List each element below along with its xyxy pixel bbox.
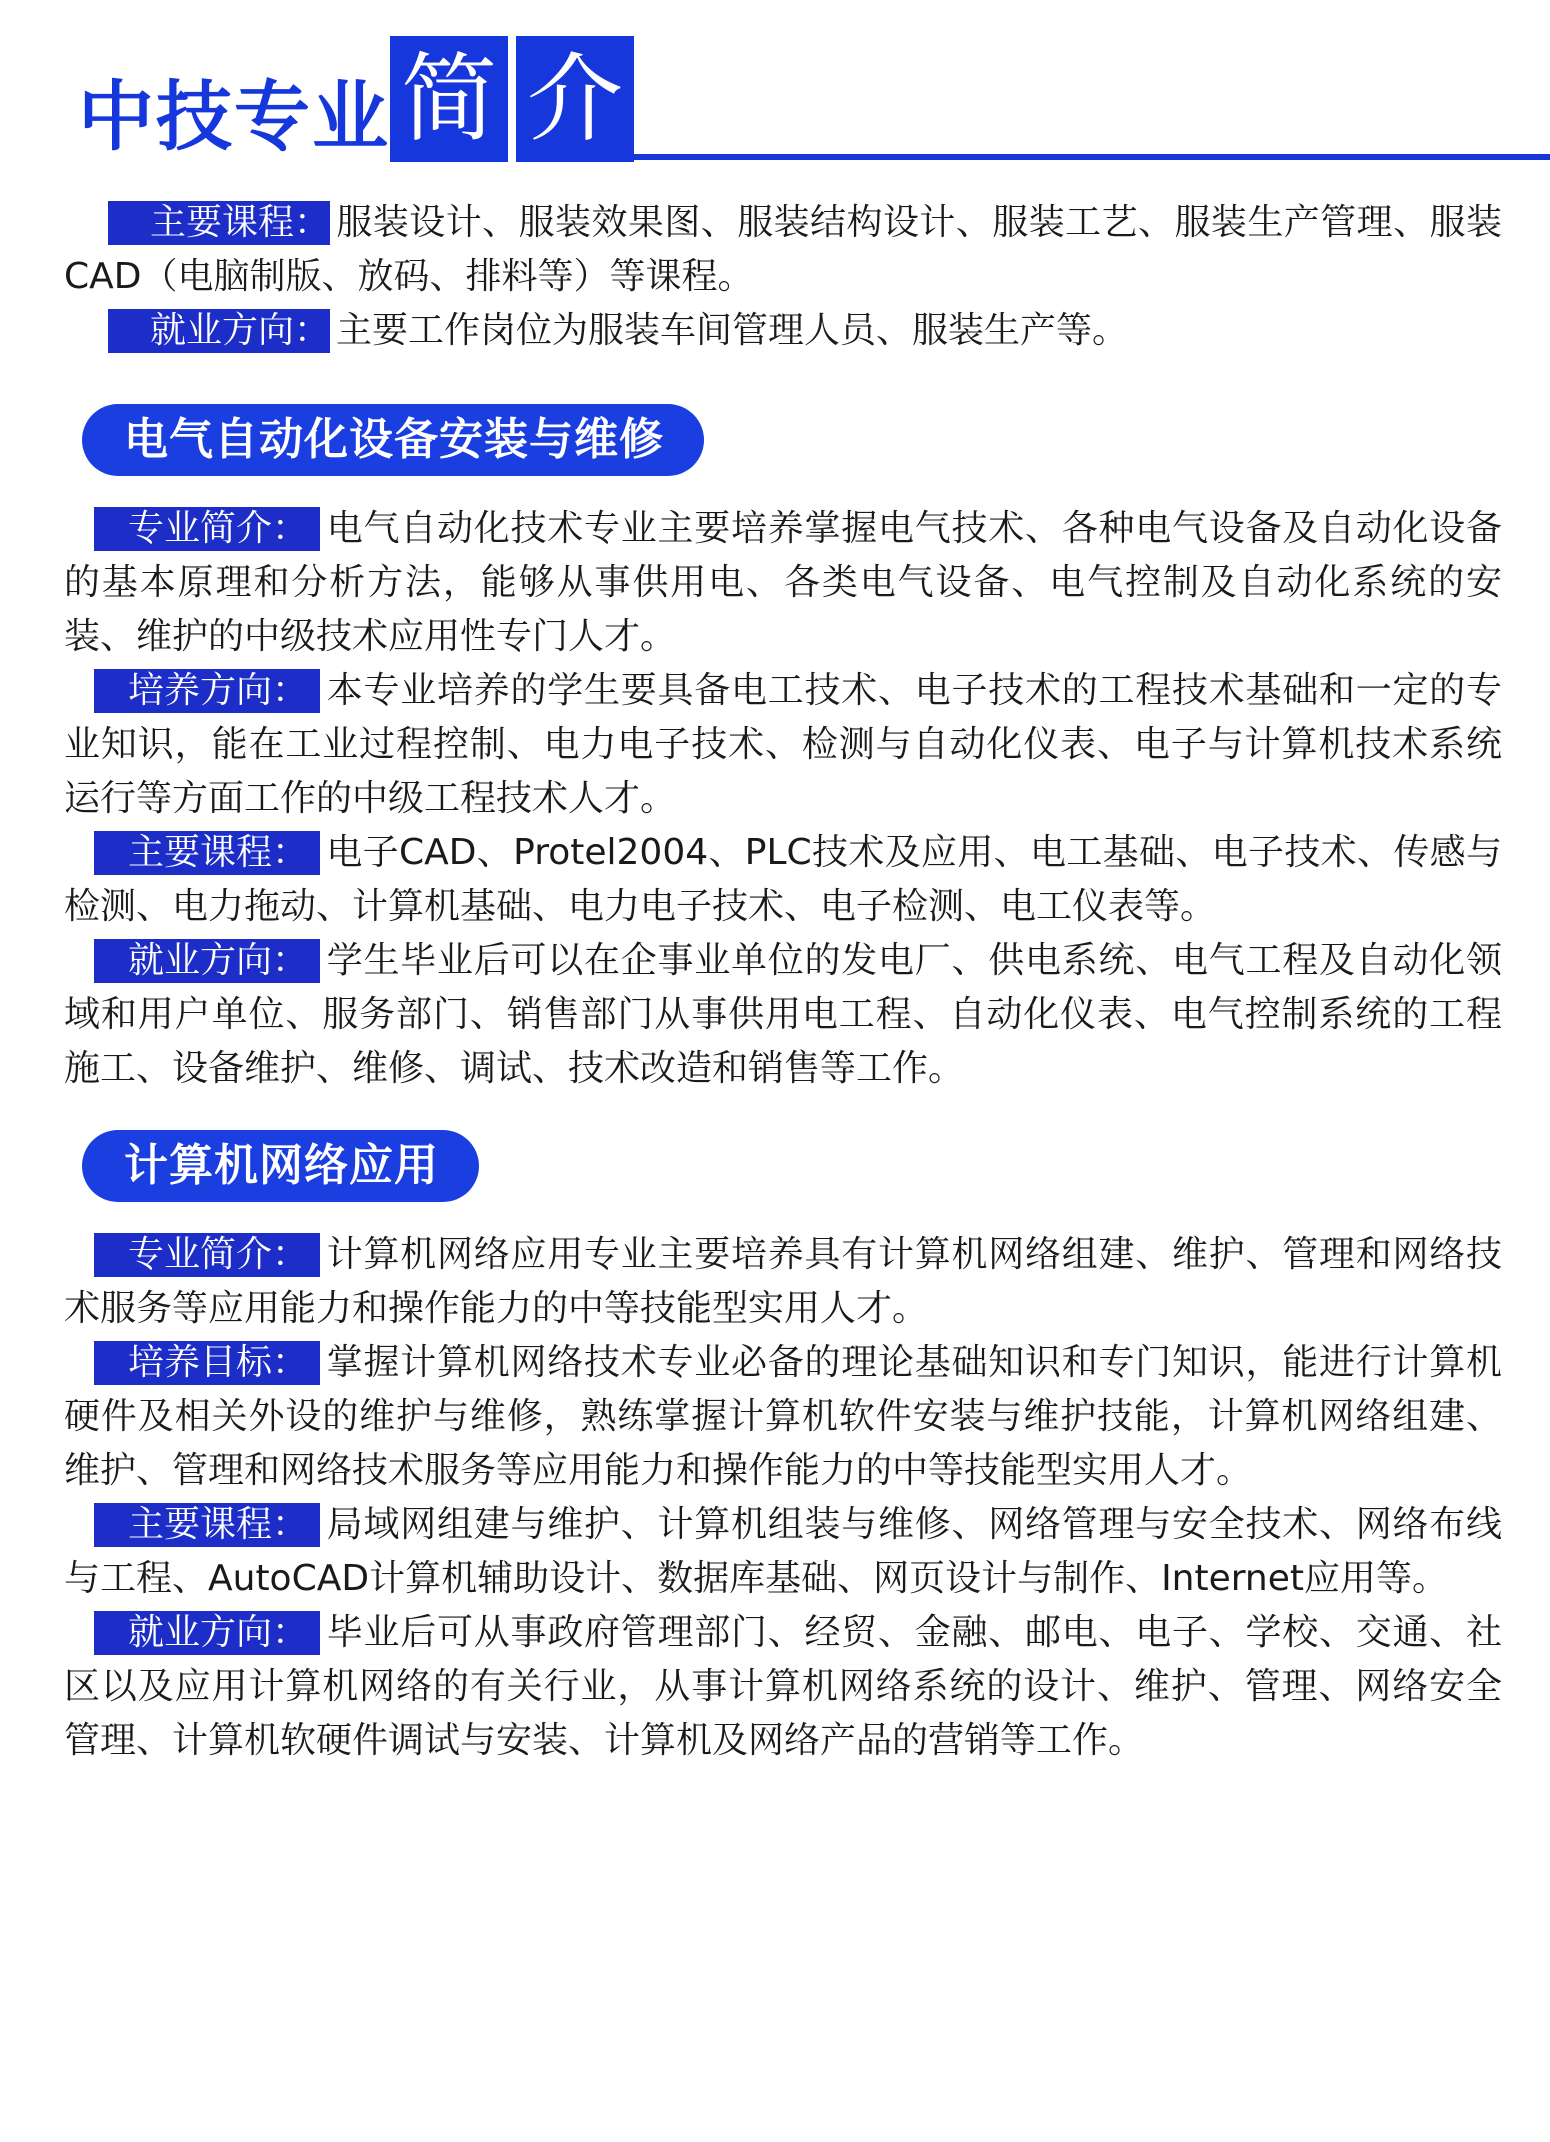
intro-courses [64,196,1502,304]
header-title-box-2: 介 [516,36,634,162]
paragraph-text: 电气自动化技术专业主要培养掌握电气技术、各种电气设备及自动化设备的基本原理和分析方法，能够从事供用电、各类电气设备、电气控制及自动化系统的安装、维护的中级技术应用性专门人才。 [64,508,1502,657]
label-badge: 主要课程： [94,831,320,875]
label-badge: 主要课程： [108,201,330,245]
label-badge: 就业方向： [94,1611,320,1655]
paragraph-text: 毕业后可从事政府管理部门、经贸、金融、邮电、电子、学校、交通、社区以及应用计算机网络的有关行业，从事计算机网络系统的设计、维护、管理、网络安全管理、计算机软硬件调试与安装、计算机及网络产品的营销等工作。 [64,1612,1502,1761]
label-badge: 主要课程： [94,1503,320,1547]
section-title-network: 计算机网络应用 [82,1130,479,1202]
network-employment [64,1606,1502,1768]
electrical-direction [64,664,1502,826]
header-rule [634,154,1550,160]
paragraph-text: 本专业培养的学生要具备电工技术、电子技术的工程技术基础和一定的专业知识，能在工业过程控制、电力电子技术、检测与自动化仪表、电子与计算机技术系统运行等方面工作的中级工程技术人才。 [64,670,1502,819]
intro-employment [64,304,1502,358]
label-badge: 就业方向： [108,309,330,353]
label-badge: 培养方向： [94,669,320,713]
label-badge: 专业简介： [94,1233,320,1277]
network-intro [64,1228,1502,1336]
section-heading-row [64,404,1502,476]
paragraph-text: 学生毕业后可以在企事业单位的发电厂、供电系统、电气工程及自动化领域和用户单位、服务部门、销售部门从事供用电工程、自动化仪表、电气控制系统的工程施工、设备维护、维修、调试、技术改造和销售等工作。 [64,940,1502,1089]
network-goal [64,1336,1502,1498]
content [64,196,1502,1768]
paragraph-text: 服装设计、服装效果图、服装结构设计、服装工艺、服装生产管理、服装CAD（电脑制版、放码、排料等）等课程。 [64,202,1502,297]
paragraph-text: 掌握计算机网络技术专业必备的理论基础知识和专门知识，能进行计算机硬件及相关外设的维护与维修，熟练掌握计算机软件安装与维护技能，计算机网络组建、维护、管理和网络技术服务等应用能力和操作能力的中等技能型实用人才。 [64,1342,1502,1491]
paragraph-text: 电子CAD、Protel2004、PLC技术及应用、电工基础、电子技术、传感与检测、电力拖动、计算机基础、电力电子技术、电子检测、电工仪表等。 [64,832,1502,927]
page-header [72,36,1502,162]
header-title-box-1: 简 [390,36,508,162]
electrical-courses [64,826,1502,934]
label-badge: 培养目标： [94,1341,320,1385]
paragraph-text: 计算机网络应用专业主要培养具有计算机网络组建、维护、管理和网络技术服务等应用能力和操作能力的中等技能型实用人才。 [64,1234,1502,1329]
electrical-intro [64,502,1502,664]
paragraph-text: 主要工作岗位为服装车间管理人员、服装生产等。 [336,310,1129,351]
label-badge: 就业方向： [94,939,320,983]
header-title-prefix: 中技专业 [78,72,390,161]
section-heading-row [64,1130,1502,1202]
section-title-electrical: 电气自动化设备安装与维修 [82,404,704,476]
paragraph-text: 局域网组建与维护、计算机组装与维修、网络管理与安全技术、网络布线与工程、AutoCAD计算机辅助设计、数据库基础、网页设计与制作、Internet应用等。 [64,1504,1502,1599]
electrical-employment [64,934,1502,1096]
network-courses [64,1498,1502,1606]
label-badge: 专业简介： [94,507,320,551]
